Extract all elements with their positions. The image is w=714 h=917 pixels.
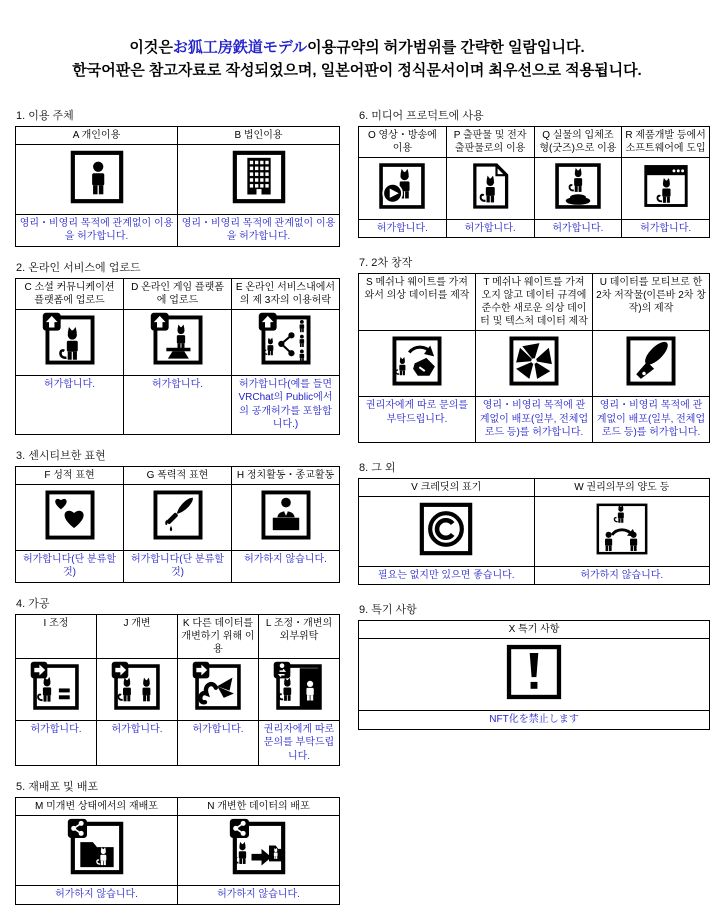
- cell-icon-R: [622, 157, 710, 219]
- section-7: [358, 254, 710, 443]
- cell-icon-L: [259, 658, 340, 720]
- cell-icon-X: [359, 639, 710, 711]
- adjust-equal-icon: [30, 661, 82, 713]
- cell-result-F: 허가합니다(단 분류할 것): [16, 550, 124, 582]
- permission-table: [15, 797, 340, 905]
- rights-transfer-icon: [592, 499, 652, 559]
- section-3: [15, 447, 340, 583]
- cell-icon-T: [476, 331, 593, 397]
- cell-result-V: 필요는 없지만 있으면 좋습니다.: [359, 566, 535, 585]
- publication-page-icon: [464, 160, 516, 212]
- software-window-icon: [640, 160, 692, 212]
- cell-header-U: U 데이터를 모티브로 한 2차 저작물(이른바 2차 창작)의 제작: [593, 274, 710, 331]
- cell-icon-U: [593, 331, 710, 397]
- share-folder-icon: [67, 818, 127, 878]
- copyright-icon: [416, 499, 476, 559]
- cell-header-C: C 소셜 커뮤니케이션 플랫폼에 업로드: [16, 278, 124, 309]
- cell-icon-B: [178, 144, 340, 214]
- document-title: [0, 36, 714, 83]
- cell-icon-E: [232, 309, 340, 375]
- cell-result-J: 허가합니다.: [97, 720, 178, 766]
- knife-icon: [150, 487, 206, 543]
- building-icon: [229, 147, 289, 207]
- cell-header-K: K 다른 데이터를 개변하기 위해 이용: [178, 614, 259, 658]
- cell-header-O: O 영상・방송에 이용: [359, 126, 447, 157]
- person-icon: [67, 147, 127, 207]
- permission-table: [15, 466, 340, 583]
- permission-table: [358, 478, 710, 586]
- cell-header-I: I 조정: [16, 614, 97, 658]
- right-column: [358, 107, 710, 746]
- cell-header-F: F 성적 표현: [16, 466, 124, 484]
- upload-thirdparty-icon: [258, 312, 314, 368]
- figurine-icon: [552, 160, 604, 212]
- cell-result-B: 영리・비영리 목적에 관계없이 이용을 허가합니다.: [178, 214, 340, 246]
- cell-header-N: N 개변한 데이터의 배포: [178, 798, 340, 816]
- cell-header-W: W 권리의무의 양도 등: [534, 478, 710, 496]
- section-5: [15, 778, 340, 905]
- section-title: 7. 2차 창작: [359, 257, 413, 269]
- cell-icon-M: [16, 816, 178, 886]
- section-8: [358, 459, 710, 586]
- cell-header-M: M 미개변 상태에서의 재배포: [16, 798, 178, 816]
- cell-result-C: 허가합니다.: [16, 375, 124, 434]
- cell-header-B: B 법인이용: [178, 126, 340, 144]
- cell-icon-A: [16, 144, 178, 214]
- section-2: [15, 259, 340, 435]
- cell-result-O: 허가합니다.: [359, 219, 447, 238]
- cell-icon-C: [16, 309, 124, 375]
- section-title: 9. 특기 사항: [359, 604, 417, 616]
- title-model-name: お狐工房鉄道モデル: [172, 39, 308, 56]
- cell-header-X: X 특기 사항: [359, 621, 710, 639]
- title-line-2: 한국어판은 참고자료로 작성되었으며, 일본어판이 정식문서이며 최우선으로 적용됩니다.: [72, 62, 642, 80]
- cell-header-S: S 메쉬나 웨이트를 가져와서 의상 데이터를 제작: [359, 274, 476, 331]
- podium-speech-icon: [258, 487, 314, 543]
- section-1: [15, 107, 340, 247]
- cell-header-P: P 출판물 및 전자출판물로의 이용: [446, 126, 534, 157]
- cell-header-J: J 개변: [97, 614, 178, 658]
- cell-result-A: 영리・비영리 목적에 관계없이 이용을 허가합니다.: [16, 214, 178, 246]
- cell-icon-V: [359, 496, 535, 566]
- cell-header-R: R 제품개발 등에서 소프트웨어에 도입: [622, 126, 710, 157]
- cell-result-L: 권리자에게 따로 문의를 부탁드립니다.: [259, 720, 340, 766]
- two-column-layout: [0, 107, 714, 917]
- costume-pieces-icon: [506, 333, 562, 389]
- cell-header-E: E 온라인 서비스내에서의 제 3자의 이용허락: [232, 278, 340, 309]
- cell-icon-P: [446, 157, 534, 219]
- permission-table: [15, 614, 340, 767]
- cell-icon-J: [97, 658, 178, 720]
- outsource-icon: [273, 661, 325, 713]
- cell-icon-K: [178, 658, 259, 720]
- cell-result-H: 허가하지 않습니다.: [232, 550, 340, 582]
- cell-icon-W: [534, 496, 710, 566]
- cell-result-E: 허가합니다(예를 들면 VRChat의 Public에서의 공개허가를 포함합니다.): [232, 375, 340, 434]
- share-distribute-icon: [229, 818, 289, 878]
- license-permission-chart: [0, 36, 714, 900]
- cell-icon-H: [232, 484, 340, 550]
- cell-icon-N: [178, 816, 340, 886]
- section-title: 4. 가공: [16, 597, 50, 610]
- permission-table: [15, 126, 340, 247]
- title-prefix: 이것은: [129, 39, 173, 56]
- cell-icon-D: [124, 309, 232, 375]
- section-title: 1. 이용 주체: [16, 109, 74, 122]
- cell-header-V: V 크레딧의 표기: [359, 478, 535, 496]
- permission-table: [358, 126, 710, 239]
- cell-header-G: G 폭력적 표현: [124, 466, 232, 484]
- section-9: [358, 601, 710, 730]
- recycle-costume-icon: [389, 333, 445, 389]
- title-suffix: 이용규약의 허가범위를 간략한 일람입니다.: [307, 39, 585, 56]
- section-title: 6. 미디어 프로덕트에 사용: [359, 109, 484, 122]
- cell-icon-Q: [534, 157, 622, 219]
- cell-icon-I: [16, 658, 97, 720]
- section-title: 3. 센시티브한 표현: [16, 449, 106, 462]
- cell-result-W: 허가하지 않습니다.: [534, 566, 710, 585]
- cell-result-X: NFT化を禁止します: [359, 711, 710, 730]
- cell-result-I: 허가합니다.: [16, 720, 97, 766]
- cell-header-Q: Q 실물의 입체조형(굿즈)으로 이용: [534, 126, 622, 157]
- cell-result-R: 허가합니다.: [622, 219, 710, 238]
- hearts-icon: [42, 487, 98, 543]
- cell-result-U: 영리・비영리 목적에 관계없이 배포(일부, 전체업로드 등)를 허가합니다.: [593, 397, 710, 443]
- permission-table: [358, 620, 710, 730]
- section-4: [15, 595, 340, 767]
- section-title: 8. 그 외: [359, 461, 396, 474]
- video-play-icon: [376, 160, 428, 212]
- section-title: 5. 재배포 및 배포: [16, 781, 99, 793]
- cell-header-D: D 온라인 게임 플랫폼에 업로드: [124, 278, 232, 309]
- cell-result-G: 허가합니다(단 분류할 것): [124, 550, 232, 582]
- upload-sns-icon: [42, 312, 98, 368]
- cell-icon-F: [16, 484, 124, 550]
- cell-result-D: 허가합니다.: [124, 375, 232, 434]
- cell-result-P: 허가합니다.: [446, 219, 534, 238]
- cell-result-Q: 허가합니다.: [534, 219, 622, 238]
- cell-result-N: 허가하지 않습니다.: [178, 886, 340, 905]
- cell-icon-G: [124, 484, 232, 550]
- cell-icon-S: [359, 331, 476, 397]
- cell-header-H: H 정치활동・종교활동: [232, 466, 340, 484]
- left-column: [15, 107, 340, 917]
- use-parts-icon: [192, 661, 244, 713]
- permission-table: [15, 278, 340, 435]
- cell-header-L: L 조정・개변의 외부위탁: [259, 614, 340, 658]
- section-title: 2. 온라인 서비스에 업로드: [16, 261, 141, 274]
- section-6: [358, 107, 710, 239]
- permission-table: [358, 273, 710, 443]
- cell-icon-O: [359, 157, 447, 219]
- cell-result-K: 허가합니다.: [178, 720, 259, 766]
- cell-header-A: A 개인이용: [16, 126, 178, 144]
- cell-result-M: 허가하지 않습니다.: [16, 886, 178, 905]
- cell-header-T: T 메쉬나 웨이트를 가져오지 않고 데이터 규격에 준수한 새로운 의상 데이터 및 텍스처 데이터 제작: [476, 274, 593, 331]
- title-line-1: [0, 36, 714, 59]
- cell-result-S: 권리자에게 따로 문의를 부탁드립니다.: [359, 397, 476, 443]
- upload-game-icon: [150, 312, 206, 368]
- modify-pair-icon: [111, 661, 163, 713]
- fountain-pen-icon: [623, 333, 679, 389]
- cell-result-T: 영리・비영리 목적에 관계없이 배포(일부, 전체업로드 등)를 허가합니다.: [476, 397, 593, 443]
- exclamation-icon: [503, 641, 565, 703]
